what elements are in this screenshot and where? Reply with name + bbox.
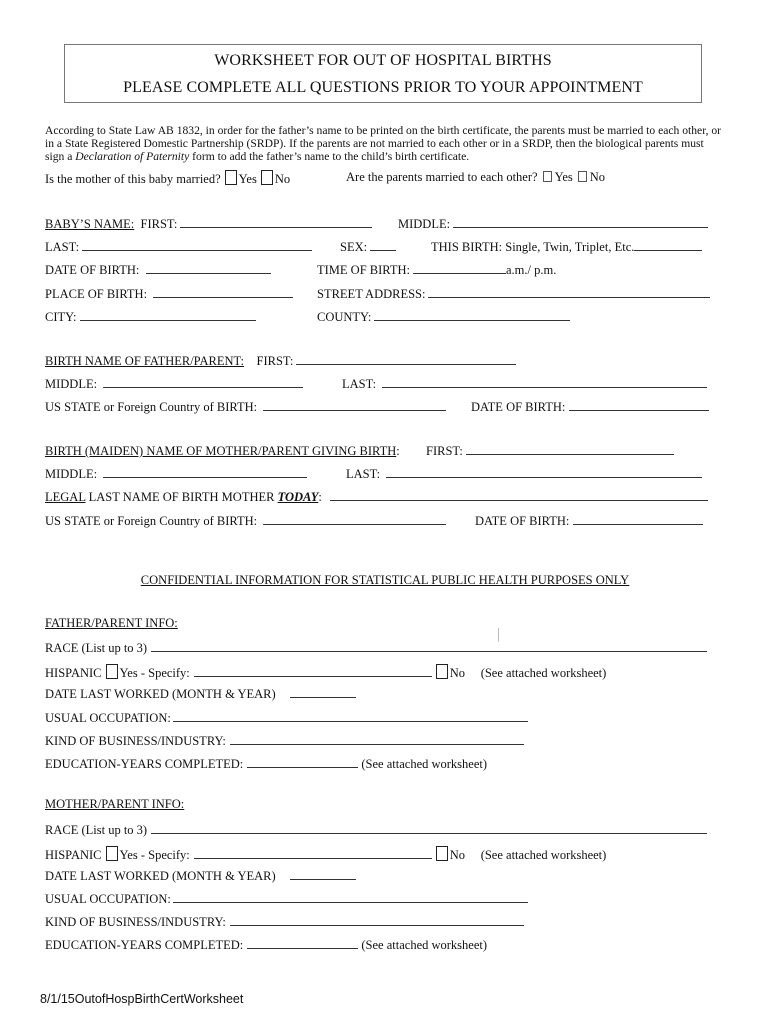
mother-business-label: KIND OF BUSINESS/INDUSTRY: [45, 915, 226, 929]
father-hispanic-yes-checkbox[interactable] [106, 664, 118, 679]
intro-text-2: form to add the father’s name to the child’s birth certificate. [189, 150, 470, 163]
father-first-field[interactable] [296, 354, 516, 365]
mother-race-label: RACE (List up to 3) [45, 823, 148, 837]
mother-first-label: FIRST: [426, 444, 463, 458]
mother-dob-label: DATE OF BIRTH: [475, 514, 570, 528]
mother-state-row [45, 514, 446, 528]
father-education-see-worksheet: (See attached worksheet) [361, 757, 488, 771]
mother-last-label: LAST: [346, 467, 381, 481]
baby-county-label: COUNTY: [317, 310, 372, 324]
father-dob-row [471, 400, 709, 414]
father-middle-row [45, 377, 303, 391]
father-name-heading: BIRTH NAME OF FATHER/PARENT: [45, 354, 244, 368]
father-hispanic-no-checkbox[interactable] [436, 664, 448, 679]
mother-middle-row [45, 467, 307, 481]
baby-place-label: PLACE OF BIRTH: [45, 287, 148, 301]
mother-dob-field[interactable] [573, 514, 703, 525]
father-middle-label: MIDDLE: [45, 377, 98, 391]
baby-street-row [317, 287, 710, 301]
no-label: No [589, 170, 606, 184]
father-no-label: No [449, 666, 466, 680]
father-education-row [45, 757, 487, 771]
father-yes-specify-label: Yes - Specify: [119, 666, 190, 680]
mother-business-row [45, 915, 524, 929]
baby-street-label: STREET ADDRESS: [317, 287, 426, 301]
father-state-field[interactable] [263, 400, 446, 411]
father-last-field[interactable] [382, 377, 707, 388]
mother-last-worked-label: DATE LAST WORKED (MONTH & YEAR) [45, 869, 276, 883]
baby-middle-row [398, 217, 708, 231]
father-last-worked-label: DATE LAST WORKED (MONTH & YEAR) [45, 687, 276, 701]
legal-label: LEGAL [45, 490, 86, 504]
mother-middle-label: MIDDLE: [45, 467, 98, 481]
father-last-label: LAST: [342, 377, 377, 391]
baby-first-label: FIRST: [140, 217, 178, 231]
mother-last-worked-row [45, 869, 356, 883]
mother-last-worked-field[interactable] [290, 869, 356, 880]
mother-married-no-checkbox[interactable] [261, 170, 273, 185]
baby-last-row [45, 240, 312, 254]
mother-info-heading: MOTHER/PARENT INFO: [45, 797, 185, 811]
this-birth-row [431, 240, 702, 254]
father-last-worked-row [45, 687, 356, 701]
mother-education-see-worksheet: (See attached worksheet) [361, 938, 488, 952]
mother-hispanic-no-checkbox[interactable] [436, 846, 448, 861]
baby-place-row [45, 287, 293, 301]
father-hispanic-specify-field[interactable] [194, 666, 432, 677]
mother-see-worksheet: (See attached worksheet) [480, 848, 607, 862]
father-last-row [342, 377, 707, 391]
mother-middle-field[interactable] [103, 467, 307, 478]
parents-married-yes-checkbox[interactable] [543, 171, 552, 182]
baby-name-heading: BABY’S NAME: [45, 217, 135, 231]
mother-occupation-row [45, 892, 528, 906]
mother-education-label: EDUCATION-YEARS COMPLETED: [45, 938, 244, 952]
mother-occupation-field[interactable] [173, 892, 528, 903]
parents-married-question [346, 170, 605, 184]
father-info-heading: FATHER/PARENT INFO: [45, 616, 178, 630]
father-race-label: RACE (List up to 3) [45, 641, 148, 655]
father-business-field[interactable] [230, 734, 524, 745]
baby-time-field[interactable] [413, 263, 506, 274]
baby-place-field[interactable] [153, 287, 293, 298]
father-occupation-field[interactable] [173, 711, 528, 722]
father-first-row [45, 354, 516, 368]
baby-last-field[interactable] [82, 240, 312, 251]
father-race-row [45, 641, 707, 655]
baby-middle-field[interactable] [453, 217, 708, 228]
mother-heading-colon: : [396, 444, 400, 458]
baby-last-label: LAST: [45, 240, 80, 254]
yes-label: Yes [238, 172, 257, 186]
father-race-field[interactable] [151, 641, 707, 652]
parents-married-no-checkbox[interactable] [578, 171, 587, 182]
mother-married-label: Is the mother of this baby married? [45, 172, 221, 186]
no-label: No [274, 172, 291, 186]
mother-education-field[interactable] [247, 938, 358, 949]
father-see-worksheet: (See attached worksheet) [480, 666, 607, 680]
father-dob-label: DATE OF BIRTH: [471, 400, 566, 414]
worksheet-subtitle: PLEASE COMPLETE ALL QUESTIONS PRIOR TO YOUR APPOINTMENT [123, 79, 643, 96]
mother-first-row [45, 444, 400, 458]
baby-sex-row [340, 240, 396, 254]
mother-legal-last-field[interactable] [330, 490, 708, 501]
father-business-row [45, 734, 524, 748]
father-education-field[interactable] [247, 757, 358, 768]
mother-state-label: US STATE or Foreign Country of BIRTH: [45, 514, 258, 528]
mother-occupation-label: USUAL OCCUPATION: [45, 892, 171, 906]
father-occupation-label: USUAL OCCUPATION: [45, 711, 171, 725]
mother-name-heading: BIRTH (MAIDEN) NAME OF MOTHER/PARENT GIVING BIRTH [45, 444, 397, 458]
father-hispanic-row [45, 664, 606, 680]
mother-state-field[interactable] [263, 514, 446, 525]
mother-hispanic-label: HISPANIC [45, 848, 102, 862]
this-birth-label: THIS BIRTH: Single, Twin, Triplet, Etc. [431, 240, 635, 254]
baby-city-row [45, 310, 256, 324]
father-state-label: US STATE or Foreign Country of BIRTH: [45, 400, 258, 414]
father-education-label: EDUCATION-YEARS COMPLETED: [45, 757, 244, 771]
mother-yes-specify-label: Yes - Specify: [119, 848, 190, 862]
baby-first-row [45, 217, 372, 231]
father-middle-field[interactable] [103, 377, 303, 388]
footer-doc-id: 8/1/15OutofHospBirthCertWorksheet [40, 992, 244, 1006]
baby-dob-field[interactable] [146, 263, 271, 274]
baby-county-field[interactable] [374, 310, 570, 321]
mother-no-label: No [449, 848, 466, 862]
baby-time-row [317, 263, 556, 277]
header-box [64, 44, 702, 103]
mother-hispanic-yes-checkbox[interactable] [106, 846, 118, 861]
parents-married-label: Are the parents married to each other? [346, 170, 538, 184]
baby-city-field[interactable] [80, 310, 256, 321]
today-label: TODAY [277, 490, 319, 504]
mother-first-field-row [426, 444, 674, 458]
baby-dob-row [45, 263, 271, 277]
baby-sex-label: SEX: [340, 240, 368, 254]
mother-married-yes-checkbox[interactable] [225, 170, 237, 185]
intro-paragraph [45, 124, 725, 163]
baby-county-row [317, 310, 570, 324]
father-last-worked-field[interactable] [290, 687, 356, 698]
father-hispanic-label: HISPANIC [45, 666, 102, 680]
mother-business-field[interactable] [230, 915, 524, 926]
mother-dob-row [475, 514, 703, 528]
declaration-of-paternity: Declaration of Paternity [75, 150, 190, 163]
mother-last-row [346, 467, 702, 481]
baby-middle-label: MIDDLE: [398, 217, 451, 231]
mother-legal-row [45, 490, 708, 504]
father-occupation-row [45, 711, 528, 725]
mother-hispanic-row [45, 846, 606, 862]
father-dob-field[interactable] [569, 400, 709, 411]
text-cursor-mark [498, 628, 499, 642]
confidential-heading: CONFIDENTIAL INFORMATION FOR STATISTICAL PUBLIC HEALTH PURPOSES ONLY [140, 573, 630, 587]
yes-label: Yes [554, 170, 573, 184]
legal-last-name-label: LAST NAME OF BIRTH MOTHER [85, 490, 278, 504]
mother-hispanic-specify-field[interactable] [194, 848, 432, 859]
mother-race-field[interactable] [151, 823, 707, 834]
baby-sex-field[interactable] [370, 240, 396, 251]
mother-education-row [45, 938, 487, 952]
baby-dob-label: DATE OF BIRTH: [45, 263, 140, 277]
baby-first-field[interactable] [180, 217, 372, 228]
father-first-label: FIRST: [256, 354, 294, 368]
father-business-label: KIND OF BUSINESS/INDUSTRY: [45, 734, 226, 748]
this-birth-field[interactable] [634, 240, 702, 251]
baby-street-field[interactable] [428, 287, 710, 298]
baby-time-label: TIME OF BIRTH: [317, 263, 410, 277]
father-state-row [45, 400, 446, 414]
intro-text-1: According to State Law AB 1832, in order for the father’s name to be printed on the birth certificate, the parents must be married to each other, or in a State Registered Domestic Partnership (SRDP). If the parents are not married to each other or in a SRDP, then the biological parents must sign a [45, 124, 722, 163]
mother-first-field[interactable] [466, 444, 674, 455]
mother-last-field[interactable] [386, 467, 702, 478]
legal-colon: : [318, 490, 322, 504]
baby-city-label: CITY: [45, 310, 77, 324]
mother-married-question [45, 170, 290, 186]
worksheet-title: WORKSHEET FOR OUT OF HOSPITAL BIRTHS [214, 52, 552, 69]
mother-race-row [45, 823, 707, 837]
ampm-label: a.m./ p.m. [506, 263, 557, 277]
